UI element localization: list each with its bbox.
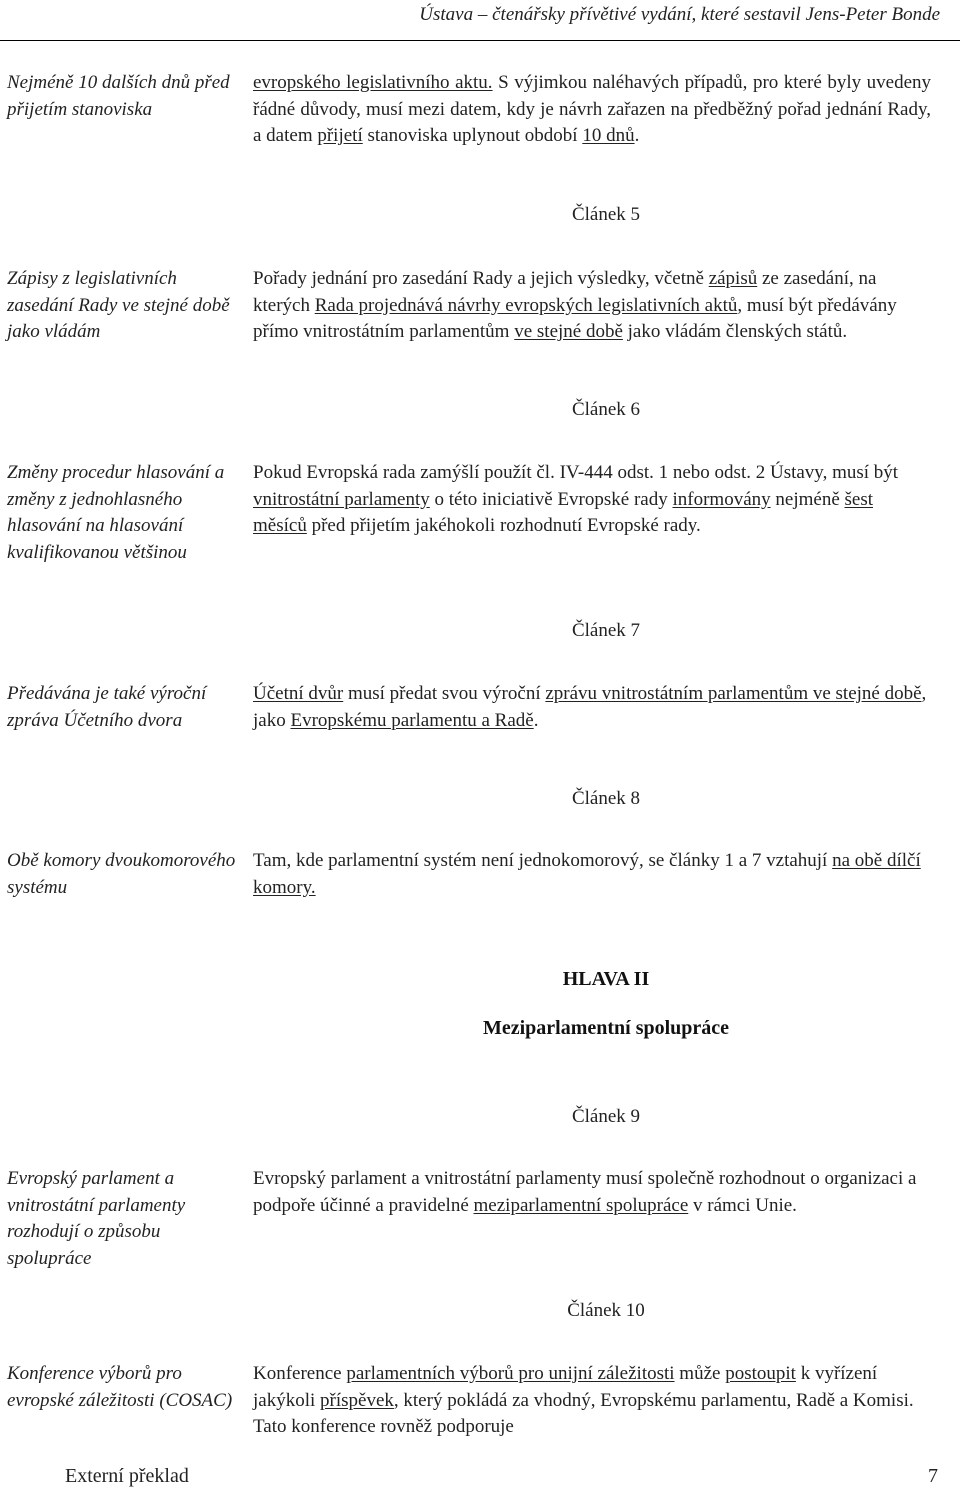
underlined-phrase: na obě dílčí komory. xyxy=(253,850,921,898)
underlined-phrase: přijetí xyxy=(317,125,363,147)
article-8-text: Tam, kde parlamentní systém není jednokomorový, se články 1 a 7 vztahují na obě dílčí komory. xyxy=(253,850,921,898)
article-10-heading: Článek 10 xyxy=(567,1300,645,1321)
underlined-phrase: zápisů xyxy=(708,268,758,289)
underlined-phrase: postoupit xyxy=(725,1363,796,1384)
underlined-phrase: Účetní dvůr xyxy=(253,683,344,704)
underlined-phrase: Rada projednává návrhy evropských legislativních aktů xyxy=(314,294,738,316)
underlined-phrase: evropského legislativního aktu. xyxy=(253,72,493,93)
underlined-phrase: zprávu vnitrostátním parlamentům ve stejné době xyxy=(545,683,922,704)
article-9-heading: Článek 9 xyxy=(571,1106,641,1127)
margin-note-article-9: Evropský parlament a vnitrostátní parlamenty rozhodují o způsobu spolupráce xyxy=(7,1168,186,1269)
underlined-phrase: ve stejné době xyxy=(514,321,623,343)
underlined-phrase: Evropskému parlamentu a Radě xyxy=(290,709,534,731)
margin-note-article-7: Předávána je také výroční zpráva Účetního dvora xyxy=(7,683,207,731)
underlined-phrase: šest měsíců xyxy=(253,488,873,537)
page-number: 7 xyxy=(928,1465,938,1487)
underlined-phrase: informovány xyxy=(672,488,771,510)
underlined-phrase: příspěvek xyxy=(320,1389,394,1411)
article-7-heading: Článek 7 xyxy=(571,620,641,641)
footer-label: Externí překlad xyxy=(65,1465,189,1487)
margin-note-article-5: Zápisy z legislativních zasedání Rady ve stejné době jako vládám xyxy=(7,268,230,343)
article-5-heading: Článek 5 xyxy=(571,204,641,225)
underlined-phrase: vnitrostátní parlamenty xyxy=(253,488,430,510)
margin-note-article-6: Změny procedur hlasování a změny z jednohlasného hlasování na hlasování kvalifikovanou většinou xyxy=(7,462,225,563)
margin-note-article-8: Obě komory dvoukomorového systému xyxy=(7,850,236,898)
margin-note-article-10: Konference výborů pro evropské záležitosti (COSAC) xyxy=(7,1363,233,1411)
article-10-text: Konference parlamentních výborů pro unijní záležitosti může postoupit k vyřízení jakýkoli příspěvek, který pokládá za vhodný, Evropskému parlamentu, Radě a Komisi. Tato konference rovněž podporuje xyxy=(253,1363,914,1438)
chapter-heading: HLAVA II xyxy=(562,968,650,990)
underlined-phrase: 10 dnů xyxy=(582,125,635,147)
chapter-subheading: Meziparlamentní spolupráce xyxy=(482,1017,730,1039)
underlined-phrase: meziparlamentní spolupráce xyxy=(473,1194,689,1216)
article-5-text: Pořady jednání pro zasedání Rady a jejich výsledky, včetně zápisů ze zasedání, na kterých Rada projednává návrhy evropských legislativních aktů, musí být předávány přímo vnitrostátním parlamentům ve stejné době jako vládám členských států. xyxy=(253,268,897,343)
article-4-text: evropského legislativního aktu. S výjimkou naléhavých případů, pro které byly uvedeny řádné důvody, musí mezi datem, kdy je návrh zařazen na předběžný pořad jednání Rady, a datem přijetí stanoviska uplynout období 10 dnů. xyxy=(253,72,931,147)
article-6-text: Pokud Evropská rada zamýšlí použít čl. IV-444 odst. 1 nebo odst. 2 Ústavy, musí být vnitrostátní parlamenty o této iniciativě Evropské rady informovány nejméně šest měsíců před přijetím jakéhokoli rozhodnutí Evropské rady. xyxy=(253,462,899,537)
running-title: Ústava – čtenářsky přívětivé vydání, které sestavil Jens-Peter Bonde xyxy=(419,4,940,25)
article-9-text: Evropský parlament a vnitrostátní parlamenty musí společně rozhodnout o organizaci a podpoře účinné a pravidelné meziparlamentní spolupráce v rámci Unie. xyxy=(253,1168,917,1216)
underlined-phrase: parlamentních výborů pro unijní záležitosti xyxy=(346,1363,675,1384)
margin-note-article-4: Nejméně 10 dalších dnů před přijetím stanoviska xyxy=(7,72,230,120)
article-7-text: Účetní dvůr musí předat svou výroční zprávu vnitrostátním parlamentům ve stejné době, jako Evropskému parlamentu a Radě. xyxy=(253,683,927,731)
article-6-heading: Článek 6 xyxy=(571,399,641,420)
article-8-heading: Článek 8 xyxy=(571,788,641,809)
